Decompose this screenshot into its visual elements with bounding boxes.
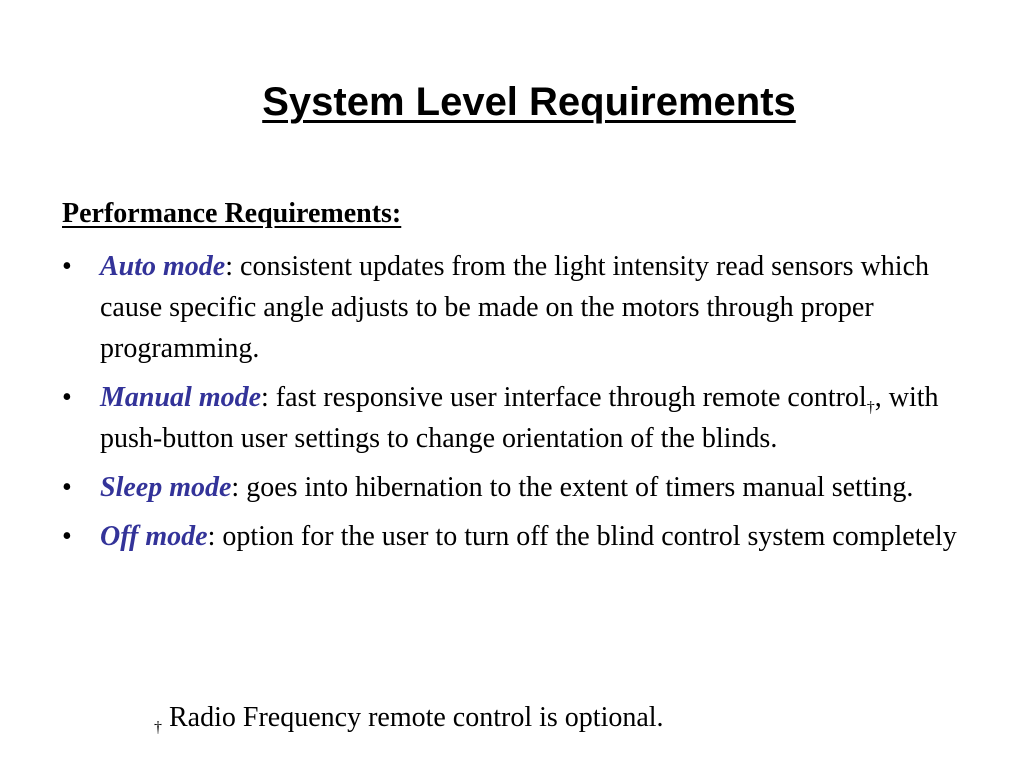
mode-name: Manual mode: [100, 382, 262, 413]
mode-name: Off mode: [100, 521, 208, 552]
mode-description-continued: , with push-button user settings to change orientation of the blinds.: [100, 382, 939, 454]
mode-description: : consistent updates from the light intensity read sensors which cause specific angle adjusts to be made on the motors through proper programming.: [100, 251, 929, 364]
bullet-icon: •: [62, 472, 72, 503]
slide-title: System Level Requirements: [262, 80, 796, 124]
mode-description: : option for the user to turn off the blind control system completely: [207, 521, 957, 552]
list-item-manual-mode: [62, 377, 982, 459]
bullet-icon: •: [62, 251, 72, 282]
requirements-list: [62, 246, 982, 565]
mode-description: : goes into hibernation to the extent of timers manual setting.: [231, 472, 914, 503]
mode-name: Sleep mode: [100, 472, 232, 503]
mode-name: Auto mode: [100, 251, 226, 282]
bullet-icon: •: [62, 521, 72, 552]
mode-description: : fast responsive user interface through remote control: [261, 382, 867, 413]
footnote-text: Radio Frequency remote control is optional.: [169, 702, 664, 733]
list-item-off-mode: [62, 516, 982, 557]
dagger-footnote-marker: †: [866, 399, 875, 416]
bullet-icon: •: [62, 382, 72, 413]
dagger-footnote-marker: †: [154, 719, 162, 736]
section-heading: Performance Requirements:: [62, 198, 402, 229]
list-item-sleep-mode: [62, 467, 982, 508]
list-item-auto-mode: [62, 246, 982, 369]
footnote: [154, 700, 664, 736]
